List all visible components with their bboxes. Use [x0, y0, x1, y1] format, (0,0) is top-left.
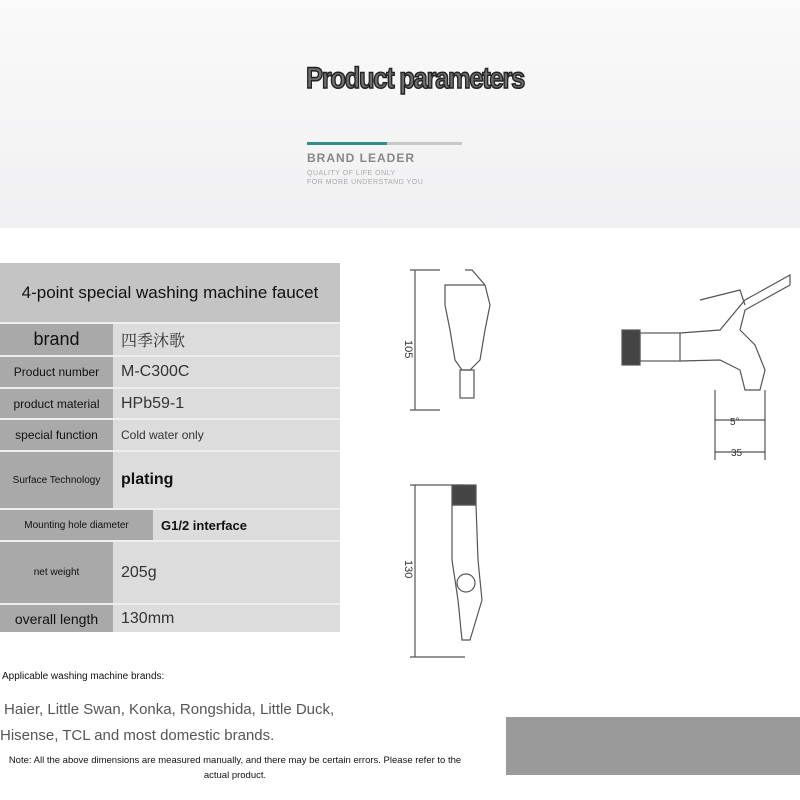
row-value: 四季沐歌: [113, 324, 340, 355]
row-value: G1/2 interface: [153, 510, 340, 540]
row-label: special function: [0, 420, 113, 450]
brand-leader: BRAND LEADER: [307, 151, 415, 165]
gray-block: [506, 717, 800, 775]
row-value: M-C300C: [113, 357, 340, 387]
top-view-drawing: [622, 275, 790, 460]
dim-35: 35: [731, 448, 743, 459]
dim-105: 105: [402, 340, 414, 359]
row-value: 130mm: [113, 605, 340, 632]
row-value: HPb59-1: [113, 389, 340, 418]
row-value: plating: [113, 452, 340, 508]
brands-line-2: Hisense, TCL and most domestic brands.: [0, 727, 275, 744]
side-view-drawing: [410, 270, 490, 410]
row-value: 205g: [113, 542, 340, 603]
table-title: 4-point special washing machine faucet: [0, 263, 340, 322]
row-label: overall length: [0, 605, 113, 632]
tagline-1: QUALITY OF LIFE ONLY: [307, 170, 396, 177]
dim-130: 130: [402, 560, 414, 579]
row-label: Surface Technology: [0, 452, 113, 508]
row-label: brand: [0, 324, 113, 355]
dim-angle: 5°: [730, 417, 740, 428]
disclaimer-note: Note: All the above dimensions are measured manually, and there may be certain errors. Please refer to the actual product.: [8, 755, 462, 781]
row-label: Product number: [0, 357, 113, 387]
row-label: Mounting hole diameter: [0, 510, 153, 540]
front-view-drawing: [410, 485, 482, 657]
brands-line-1: Haier, Little Swan, Konka, Rongshida, Little Duck,: [4, 701, 335, 718]
tagline-2: FOR MORE UNDERSTAND YOU: [307, 179, 424, 186]
row-value: Cold water only: [113, 420, 340, 450]
row-label: product material: [0, 389, 113, 418]
brands-label: Applicable washing machine brands:: [2, 671, 165, 682]
row-label: net weight: [0, 542, 113, 603]
page-title: Product parameters: [306, 62, 524, 95]
